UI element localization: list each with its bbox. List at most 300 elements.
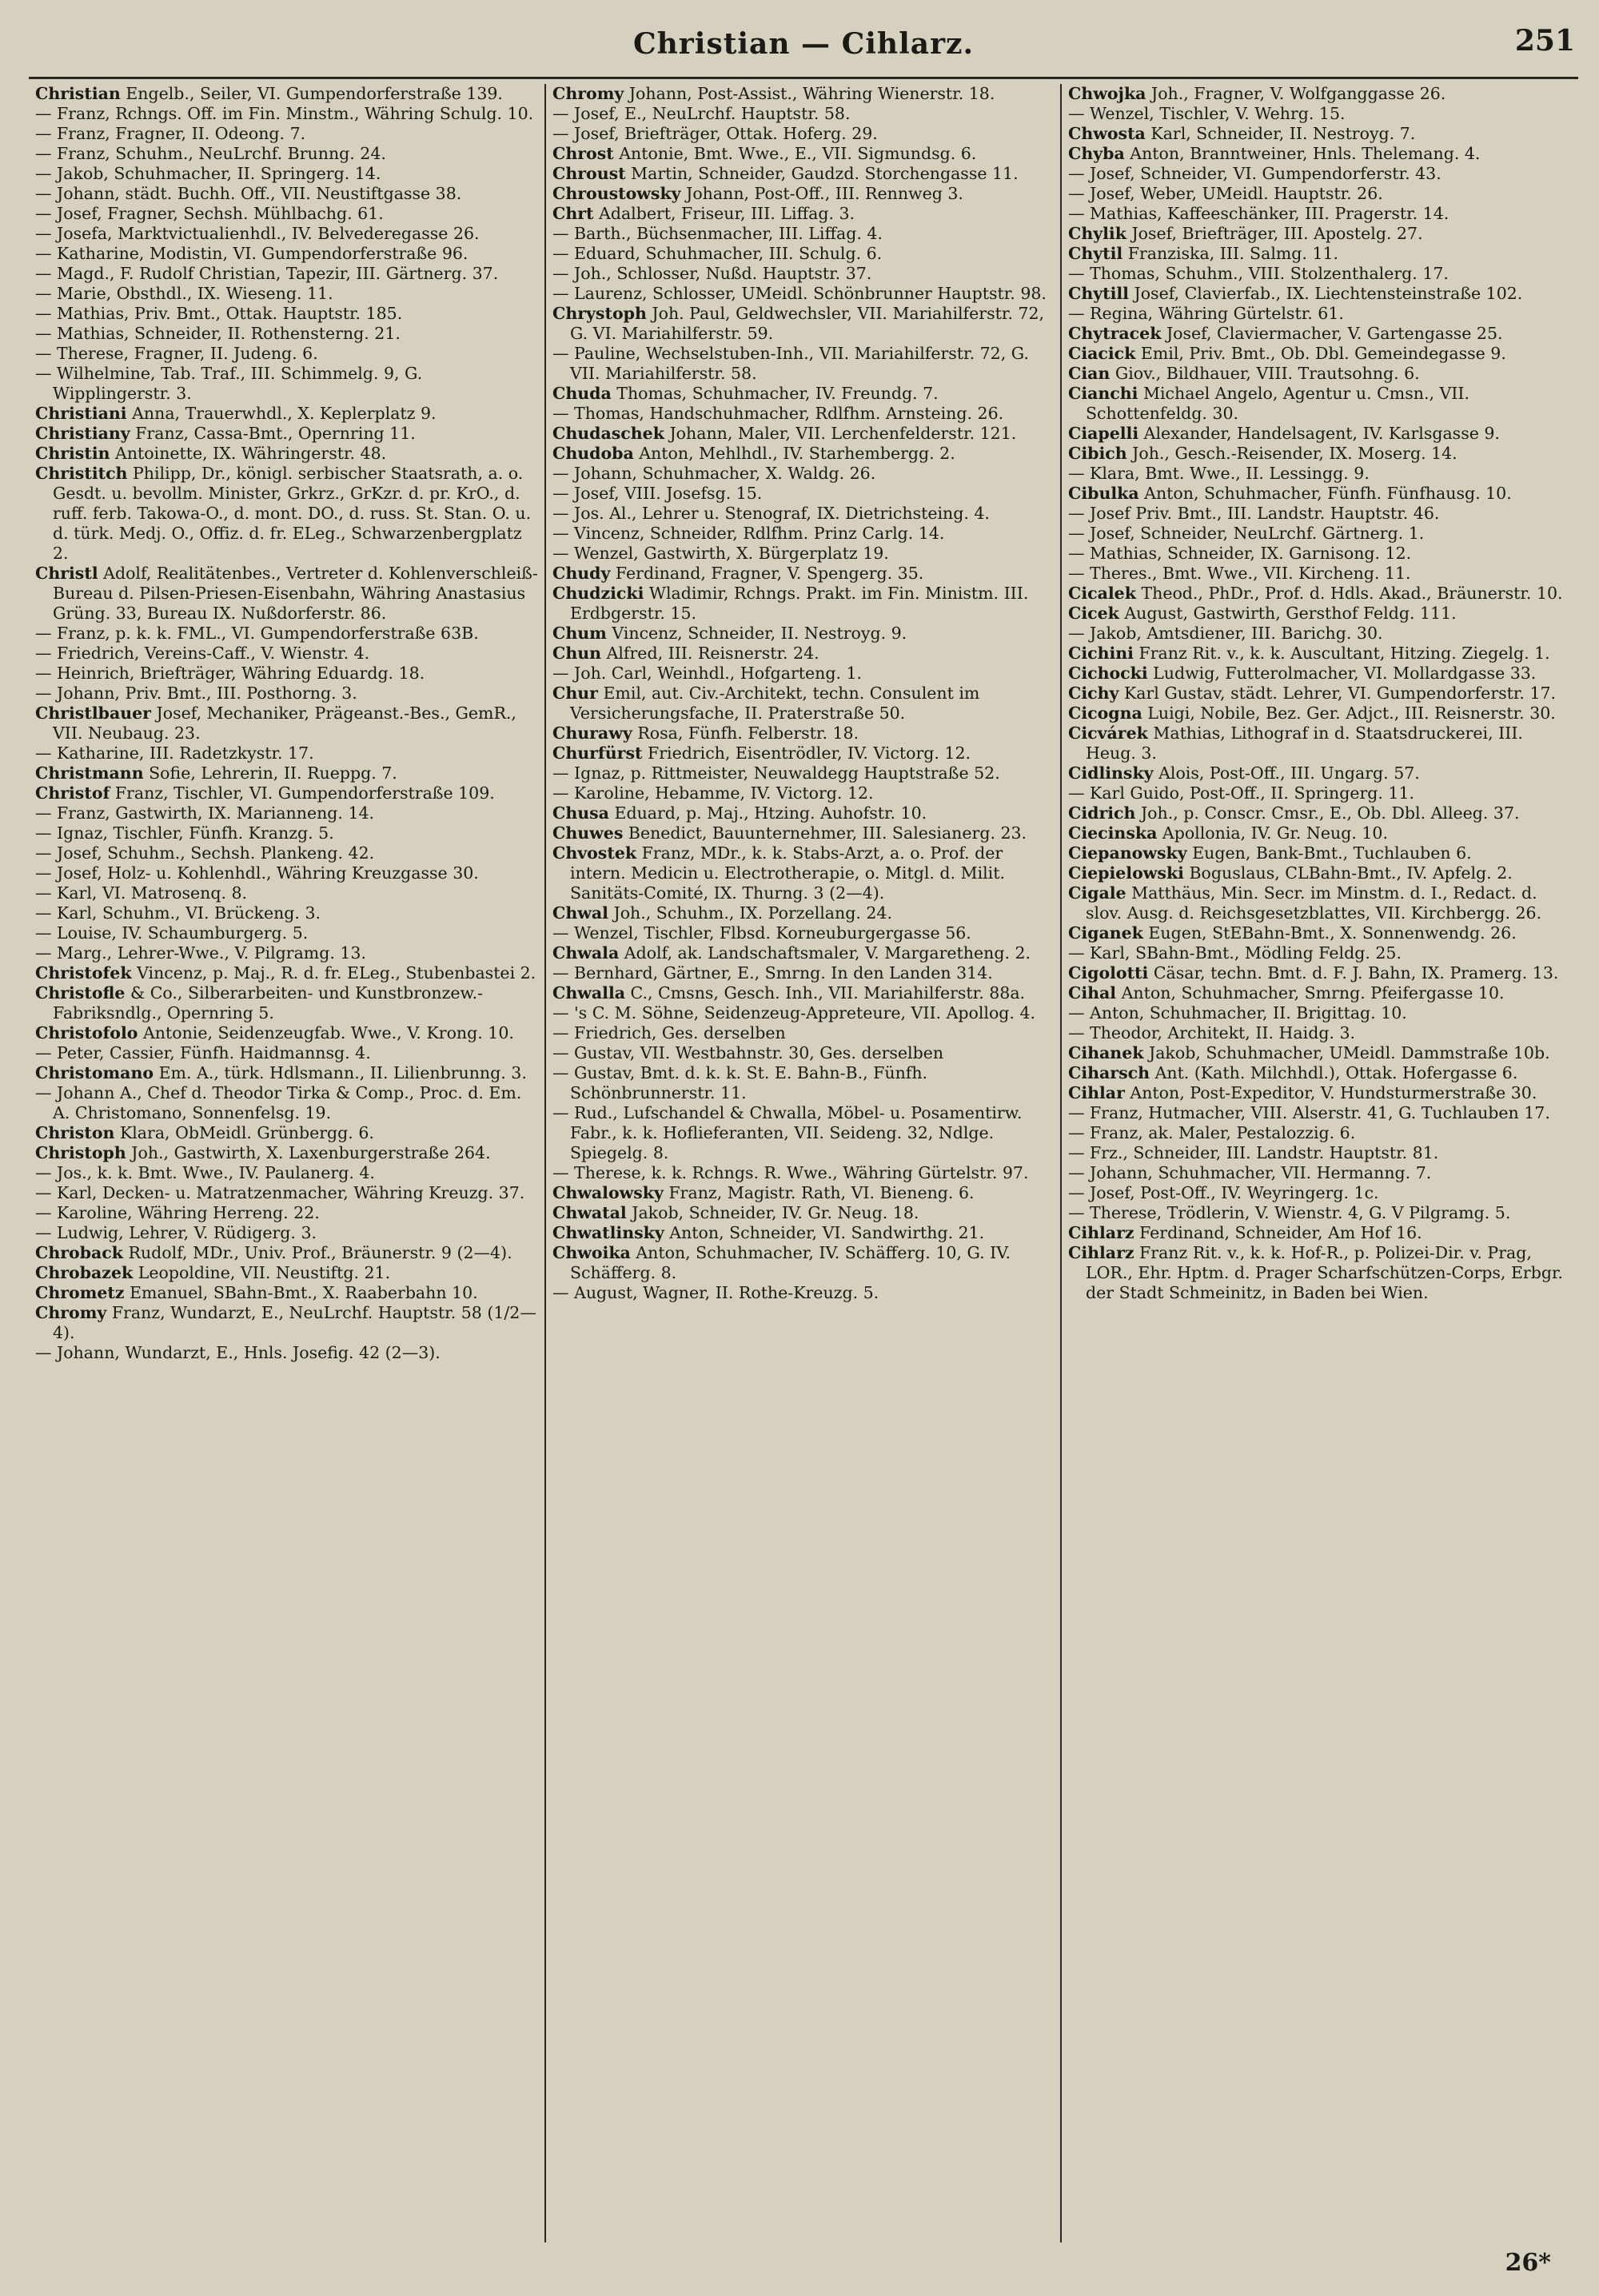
directory-entry <box>35 1083 538 1123</box>
directory-entry <box>35 1283 538 1303</box>
entry-surname: Chvostek <box>552 843 637 863</box>
entry-surname: Cihal <box>1068 983 1117 1003</box>
directory-entry <box>35 1243 538 1263</box>
directory-entry <box>552 1103 1054 1163</box>
directory-entry <box>552 1023 1054 1043</box>
directory-entry <box>1068 144 1569 164</box>
entry-details: Engelb., Seiler, VI. Gumpendorferstraße 139. <box>126 84 503 103</box>
directory-entry <box>1068 544 1569 564</box>
directory-entry <box>1068 84 1569 104</box>
directory-entry <box>552 424 1054 444</box>
directory-entry <box>552 584 1054 624</box>
directory-entry <box>35 624 538 644</box>
directory-entry <box>35 1023 538 1043</box>
entry-details: — Theodor, Architekt, II. Haidg. 3. <box>1068 1023 1356 1042</box>
entry-details: Joh., Schuhm., IX. Porzellang. 24. <box>613 903 892 923</box>
entry-surname: Chylik <box>1068 224 1126 243</box>
entry-details: — Bernhard, Gärtner, E., Smrng. In den Landen 314. <box>552 963 993 983</box>
entry-details: — Ludwig, Lehrer, V. Rüdigerg. 3. <box>35 1223 317 1242</box>
entry-details: — August, Wagner, II. Rothe-Kreuzg. 5. <box>552 1283 879 1302</box>
directory-entry <box>552 1243 1054 1283</box>
directory-entry <box>1068 1003 1569 1023</box>
directory-entry <box>35 1343 538 1363</box>
entry-details: Joh., Gesch.-Reisender, IX. Moserg. 14. <box>1132 444 1457 463</box>
directory-entry <box>1068 803 1569 823</box>
entry-details: Matthäus, Min. Secr. im Minstm. d. I., Redact. d. slov. Ausg. d. Reichsgesetzblattes, VII. Kirchbergg. 26. <box>1086 883 1542 923</box>
directory-entry <box>552 144 1054 164</box>
entry-details: — Therese, k. k. Rchngs. R. Wwe., Währing Gürtelstr. 97. <box>552 1163 1029 1182</box>
entry-surname: Chromy <box>552 84 624 103</box>
entry-surname: Chwala <box>552 943 620 963</box>
entry-surname: Chroustowsky <box>552 184 681 203</box>
entry-details: Antonie, Seidenzeugfab. Wwe., V. Krong. 10. <box>142 1023 514 1042</box>
entry-details: — 's C. M. Söhne, Seidenzeug-Appreteure, VII. Apollog. 4. <box>552 1003 1036 1022</box>
directory-entry <box>35 564 538 624</box>
entry-details: Klara, ObMeidl. Grünbergg. 6. <box>119 1123 374 1142</box>
entry-surname: Christmann <box>35 763 144 783</box>
signature-mark: 26* <box>1505 2249 1551 2277</box>
directory-entry <box>1068 644 1569 664</box>
entry-surname: Christian <box>35 84 121 103</box>
entry-surname: Churfürst <box>552 743 643 763</box>
entry-details: — Peter, Cassier, Fünfh. Haidmannsg. 4. <box>35 1043 371 1062</box>
directory-entry <box>552 444 1054 464</box>
entry-details: — Theres., Bmt. Wwe., VII. Kircheng. 11. <box>1068 564 1411 583</box>
directory-entry <box>552 344 1054 384</box>
entry-details: — Josef, VIII. Josefsg. 15. <box>552 484 763 503</box>
directory-columns <box>29 84 1578 2242</box>
entry-details: C., Cmsns, Gesch. Inh., VII. Mariahilferstr. 88a. <box>630 983 1026 1003</box>
entry-surname: Cihlarz <box>1068 1243 1134 1262</box>
directory-entry <box>552 763 1054 783</box>
directory-entry <box>1068 1063 1569 1083</box>
entry-details: — Ignaz, Tischler, Fünfh. Kranzg. 5. <box>35 823 334 843</box>
entry-details: Johann, Post-Off., III. Rennweg 3. <box>686 184 963 203</box>
directory-entry <box>1068 604 1569 624</box>
directory-entry <box>1068 1023 1569 1043</box>
entry-details: Giov., Bildhauer, VIII. Trautsohng. 6. <box>1115 364 1420 383</box>
directory-entry <box>35 1123 538 1143</box>
directory-entry <box>1068 1103 1569 1123</box>
directory-entry <box>552 983 1054 1003</box>
directory-entry <box>35 344 538 364</box>
entry-details: Alexander, Handelsagent, IV. Karlsgasse 9. <box>1143 424 1500 443</box>
directory-entry <box>552 264 1054 284</box>
entry-details: Benedict, Bauunternehmer, III. Salesianerg. 23. <box>628 823 1027 843</box>
directory-entry <box>35 923 538 943</box>
entry-details: — Jos., k. k. Bmt. Wwe., IV. Paulanerg. 4. <box>35 1163 375 1182</box>
entry-details: Rudolf, MDr., Univ. Prof., Bräunerstr. 9 (2—4). <box>128 1243 512 1262</box>
directory-entry <box>1068 923 1569 943</box>
entry-details: Anton, Schuhmacher, Fünfh. Fünfhausg. 10. <box>1144 484 1512 503</box>
directory-column-1 <box>29 84 544 2242</box>
directory-entry <box>35 324 538 344</box>
entry-surname: Chwojka <box>1068 84 1146 103</box>
directory-entry <box>35 1043 538 1063</box>
entry-details: — Josef, Post-Off., IV. Weyringerg. 1c. <box>1068 1183 1379 1202</box>
directory-entry <box>552 404 1054 424</box>
directory-entry <box>1068 943 1569 963</box>
entry-details: Antonie, Bmt. Wwe., E., VII. Sigmundsg. 6. <box>619 144 977 163</box>
entry-details: Alois, Post-Off., III. Ungarg. 57. <box>1158 763 1420 783</box>
entry-details: Theod., PhDr., Prof. d. Hdls. Akad., Bräunerstr. 10. <box>1141 584 1563 603</box>
entry-surname: Christomano <box>35 1063 154 1082</box>
entry-surname: Cianchi <box>1068 384 1138 403</box>
directory-entry <box>552 504 1054 524</box>
directory-entry <box>35 184 538 204</box>
directory-entry <box>1068 983 1569 1003</box>
directory-entry <box>35 404 538 424</box>
directory-entry <box>35 1303 538 1343</box>
directory-entry <box>552 104 1054 124</box>
entry-surname: Christofle <box>35 983 126 1003</box>
entry-surname: Ciepanowsky <box>1068 843 1187 863</box>
entry-details: August, Gastwirth, Gersthof Feldg. 111. <box>1124 604 1457 623</box>
entry-details: — Frz., Schneider, III. Landstr. Hauptstr. 81. <box>1068 1143 1439 1162</box>
entry-surname: Chwoika <box>552 1243 631 1262</box>
entry-surname: Chwatal <box>552 1203 627 1222</box>
directory-entry <box>35 464 538 564</box>
entry-details: Josef, Claviermacher, V. Gartengasse 25. <box>1166 324 1503 343</box>
entry-surname: Chwalla <box>552 983 626 1003</box>
directory-entry <box>552 284 1054 304</box>
directory-entry <box>1068 664 1569 684</box>
directory-entry <box>1068 1223 1569 1243</box>
entry-details: — Eduard, Schuhmacher, III. Schulg. 6. <box>552 244 883 263</box>
entry-details: — Karoline, Währing Herreng. 22. <box>35 1203 320 1222</box>
entry-surname: Chytracek <box>1068 324 1162 343</box>
entry-details: — Johann A., Chef d. Theodor Tirka & Comp., Proc. d. Em. A. Christomano, Sonnenfelsg. 19. <box>35 1083 522 1122</box>
directory-entry <box>35 1163 538 1183</box>
directory-entry <box>35 664 538 684</box>
running-head: Christian — Cihlarz. <box>632 27 975 61</box>
entry-surname: Chrobazek <box>35 1263 134 1282</box>
directory-entry <box>35 304 538 324</box>
directory-entry <box>35 644 538 664</box>
directory-entry <box>552 204 1054 224</box>
directory-entry <box>1068 204 1569 224</box>
directory-entry <box>35 364 538 404</box>
directory-entry <box>552 943 1054 963</box>
directory-entry <box>35 144 538 164</box>
entry-details: — Joh., Schlosser, Nußd. Hauptstr. 37. <box>552 264 872 283</box>
directory-entry <box>35 983 538 1023</box>
directory-entry <box>552 903 1054 923</box>
entry-surname: Chuwes <box>552 823 624 843</box>
entry-details: Franz Rit. v., k. k. Hof-R., p. Polizei-Dir. v. Prag, LOR., Ehr. Hptm. d. Prager Scharfschützen-Corps, Erbgr. der Stadt Schmeinitz, in Baden bei Wien. <box>1086 1243 1564 1302</box>
entry-details: — Barth., Büchsenmacher, III. Liffag. 4. <box>552 224 883 243</box>
entry-details: Philipp, Dr., königl. serbischer Staatsrath, a. o. Gesdt. u. bevollm. Minister, Grkrz., GrKzr. d. pr. KrO., d. ruff. ferb. Takowa-O., d. mont. DO., d. russ. St. Stan. O. u. d. türk. Medj. O., Offiz. d. fr. ELeg., Schwarzenbergplatz 2. <box>53 464 532 563</box>
directory-entry <box>35 284 538 304</box>
entry-surname: Ciecinska <box>1068 823 1158 843</box>
directory-entry <box>1068 484 1569 504</box>
entry-details: — Franz, ak. Maler, Pestalozzig. 6. <box>1068 1123 1356 1142</box>
entry-details: — Karl, Schuhm., VI. Brückeng. 3. <box>35 903 321 923</box>
entry-surname: Ciepielowski <box>1068 863 1184 883</box>
directory-entry <box>552 124 1054 144</box>
entry-details: Franz, Tischler, VI. Gumpendorferstraße 109. <box>114 783 495 803</box>
entry-surname: Cigolotti <box>1068 963 1149 983</box>
entry-details: Martin, Schneider, Gaudzd. Storchengasse 11. <box>631 164 1019 183</box>
directory-entry <box>1068 464 1569 484</box>
entry-details: — Franz, Schuhm., NeuLrchf. Brunng. 24. <box>35 144 386 163</box>
entry-details: — Pauline, Wechselstuben-Inh., VII. Mariahilferstr. 72, G. VII. Mariahilferstr. 58. <box>552 344 1029 383</box>
entry-surname: Cihlar <box>1068 1083 1125 1102</box>
entry-details: — Thomas, Schuhm., VIII. Stolzenthalerg. 17. <box>1068 264 1449 283</box>
entry-details: Ferdinand, Fragner, V. Spengerg. 35. <box>615 564 924 583</box>
directory-entry <box>1068 863 1569 883</box>
directory-entry <box>35 264 538 284</box>
entry-details: — Gustav, Bmt. d. k. k. St. E. Bahn-B., Fünfh. Schönbrunnerstr. 11. <box>552 1063 928 1102</box>
directory-entry <box>35 903 538 923</box>
entry-details: — Franz, Fragner, II. Odeong. 7. <box>35 124 306 143</box>
entry-surname: Chudoba <box>552 444 634 463</box>
directory-entry <box>552 723 1054 743</box>
entry-details: — Friedrich, Vereins-Caff., V. Wienstr. 4. <box>35 644 370 663</box>
directory-entry <box>35 224 538 244</box>
directory-entry <box>552 484 1054 504</box>
directory-entry <box>1068 624 1569 644</box>
directory-entry <box>35 1183 538 1203</box>
entry-surname: Cicek <box>1068 604 1119 623</box>
directory-entry <box>1068 104 1569 124</box>
directory-entry <box>1068 444 1569 464</box>
directory-entry <box>1068 324 1569 344</box>
directory-entry <box>1068 1123 1569 1143</box>
entry-details: — Johann, Schuhmacher, X. Waldg. 26. <box>552 464 876 483</box>
directory-entry <box>552 164 1054 184</box>
entry-details: — Marg., Lehrer-Wwe., V. Pilgramg. 13. <box>35 943 366 963</box>
directory-entry <box>552 823 1054 843</box>
entry-surname: Christon <box>35 1123 115 1142</box>
entry-details: — Karl, VI. Matrosenq. 8. <box>35 883 248 903</box>
directory-entry <box>1068 684 1569 704</box>
entry-details: Ant. (Kath. Milchhdl.), Ottak. Hofergasse 6. <box>1154 1063 1518 1082</box>
entry-surname: Cichocki <box>1068 664 1148 683</box>
entry-details: — Thomas, Handschuhmacher, Rdlfhm. Arnsteing. 26. <box>552 404 1004 423</box>
entry-details: Jakob, Schneider, IV. Gr. Neug. 18. <box>632 1203 919 1222</box>
entry-surname: Christitch <box>35 464 128 483</box>
directory-entry <box>552 783 1054 803</box>
entry-details: — Karl, SBahn-Bmt., Mödling Feldg. 25. <box>1068 943 1402 963</box>
entry-details: — Jakob, Schuhmacher, II. Springerg. 14. <box>35 164 381 183</box>
entry-details: Franz, Magistr. Rath, VI. Bieneng. 6. <box>668 1183 975 1202</box>
directory-entry <box>1068 564 1569 584</box>
entry-details: — Friedrich, Ges. derselben <box>552 1023 786 1042</box>
entry-details: — Josef, E., NeuLrchf. Hauptstr. 58. <box>552 104 851 123</box>
directory-entry <box>1068 504 1569 524</box>
entry-surname: Cigale <box>1068 883 1126 903</box>
entry-details: — Rud., Lufschandel & Chwalla, Möbel- u. Posamentirw. Fabr., k. k. Hoflieferanten, VII. Seideng. 32, Ndlge. Spiegelg. 8. <box>552 1103 1023 1162</box>
entry-surname: Chyba <box>1068 144 1125 163</box>
entry-surname: Christin <box>35 444 110 463</box>
entry-details: Josef, Clavierfab., IX. Liechtensteinstraße 102. <box>1134 284 1523 303</box>
directory-entry <box>1068 783 1569 803</box>
entry-details: — Laurenz, Schlosser, UMeidl. Schönbrunner Hauptstr. 98. <box>552 284 1047 303</box>
entry-details: — Josef, Schneider, VI. Gumpendorferstr. 43. <box>1068 164 1441 183</box>
entry-surname: Chudzicki <box>552 584 644 603</box>
entry-details: Eduard, p. Maj., Htzing. Auhofstr. 10. <box>614 803 927 823</box>
entry-surname: Cichy <box>1068 684 1119 703</box>
directory-entry <box>1068 1143 1569 1163</box>
directory-entry <box>35 244 538 264</box>
entry-surname: Ciapelli <box>1068 424 1139 443</box>
entry-details: Antoinette, IX. Währingerstr. 48. <box>115 444 387 463</box>
directory-entry <box>35 823 538 843</box>
entry-details: Franz, MDr., k. k. Stabs-Arzt, a. o. Prof. der intern. Medicin u. Electrotherapie, o. Mitgl. d. Milit. Sanitäts-Comité, IX. Thurng. 3 (2—4). <box>570 843 1005 903</box>
entry-surname: Chudy <box>552 564 611 583</box>
entry-surname: Chytil <box>1068 244 1123 263</box>
entry-surname: Chwatlinsky <box>552 1223 664 1242</box>
entry-details: — Anton, Schuhmacher, II. Brigittag. 10. <box>1068 1003 1407 1022</box>
entry-surname: Christofek <box>35 963 132 983</box>
directory-entry <box>552 1183 1054 1203</box>
entry-details: — Franz, Hutmacher, VIII. Alserstr. 41, G. Tuchlauben 17. <box>1068 1103 1550 1122</box>
entry-details: — Joh. Carl, Weinhdl., Hofgarteng. 1. <box>552 664 863 683</box>
directory-entry <box>552 1043 1054 1063</box>
directory-entry <box>552 84 1054 104</box>
entry-surname: Chwal <box>552 903 608 923</box>
entry-details: — Louise, IV. Schaumburgerg. 5. <box>35 923 309 943</box>
directory-entry <box>552 1203 1054 1223</box>
entry-details: — Johann, Wundarzt, E., Hnls. Josefig. 42 (2—3). <box>35 1343 441 1362</box>
entry-surname: Chroust <box>552 164 626 183</box>
entry-details: — Franz, p. k. k. FML., VI. Gumpendorferstraße 63B. <box>35 624 479 643</box>
entry-surname: Chur <box>552 684 598 703</box>
entry-surname: Chwosta <box>1068 124 1146 143</box>
entry-details: Adalbert, Friseur, III. Liffag. 3. <box>599 204 855 223</box>
entry-details: Leopoldine, VII. Neustiftg. 21. <box>138 1263 391 1282</box>
directory-entry <box>35 124 538 144</box>
entry-details: — Marie, Obsthdl., IX. Wieseng. 11. <box>35 284 333 303</box>
entry-details: — Jakob, Amtsdiener, III. Barichg. 30. <box>1068 624 1383 643</box>
entry-surname: Cidlinsky <box>1068 763 1154 783</box>
entry-details: Eugen, Bank-Bmt., Tuchlauben 6. <box>1192 843 1472 863</box>
entry-details: Cäsar, techn. Bmt. d. F. J. Bahn, IX. Pramerg. 13. <box>1153 963 1559 983</box>
directory-entry <box>35 783 538 803</box>
directory-entry <box>35 204 538 224</box>
directory-entry <box>35 883 538 903</box>
directory-entry <box>35 104 538 124</box>
entry-details: — Josef, Weber, UMeidl. Hauptstr. 26. <box>1068 184 1383 203</box>
entry-details: — Mathias, Schneider, II. Rothensterng. 21. <box>35 324 401 343</box>
directory-entry <box>1068 264 1569 284</box>
directory-entry <box>1068 304 1569 324</box>
entry-details: — Josef, Schuhm., Sechsh. Plankeng. 42. <box>35 843 375 863</box>
entry-details: Emil, Priv. Bmt., Ob. Dbl. Gemeindegasse 9. <box>1140 344 1506 363</box>
entry-details: — Magd., F. Rudolf Christian, Tapezir, III. Gärtnerg. 37. <box>35 264 499 283</box>
entry-details: Joh., Fragner, V. Wolfganggasse 26. <box>1150 84 1446 103</box>
entry-details: Josef, Mechaniker, Prägeanst.-Bes., GemR., VII. Neubaug. 23. <box>53 704 516 743</box>
directory-entry <box>552 224 1054 244</box>
directory-entry <box>1068 1163 1569 1183</box>
entry-details: — Wenzel, Gastwirth, X. Bürgerplatz 19. <box>552 544 889 563</box>
entry-details: Thomas, Schuhmacher, IV. Freundg. 7. <box>616 384 939 403</box>
directory-entry <box>35 943 538 963</box>
entry-details: Boguslaus, CLBahn-Bmt., IV. Apfelg. 2. <box>1189 863 1513 883</box>
entry-details: Mathias, Lithograf in d. Staatsdruckerei, III. Heug. 3. <box>1086 723 1523 763</box>
entry-details: — Mathias, Kaffeeschänker, III. Pragerstr. 14. <box>1068 204 1449 223</box>
entry-surname: Ciacick <box>1068 344 1136 363</box>
entry-surname: Chudaschek <box>552 424 664 443</box>
directory-entry <box>35 164 538 184</box>
entry-details: — Klara, Bmt. Wwe., II. Lessingg. 9. <box>1068 464 1370 483</box>
directory-entry <box>35 743 538 763</box>
directory-entry <box>552 524 1054 544</box>
directory-entry <box>1068 823 1569 843</box>
entry-surname: Chusa <box>552 803 609 823</box>
directory-entry <box>35 684 538 704</box>
entry-surname: Ciharsch <box>1068 1063 1150 1082</box>
entry-surname: Chrystoph <box>552 304 647 323</box>
directory-entry <box>35 704 538 743</box>
directory-entry <box>552 1163 1054 1183</box>
directory-entry <box>1068 1183 1569 1203</box>
entry-details: — Therese, Trödlerin, V. Wienstr. 4, G. V Pilgramg. 5. <box>1068 1203 1511 1222</box>
entry-details: Ludwig, Futterolmacher, VI. Mollardgasse 33. <box>1153 664 1537 683</box>
directory-entry <box>552 384 1054 404</box>
entry-surname: Cibich <box>1068 444 1127 463</box>
entry-details: & Co., Silberarbeiten- und Kunstbronzew.-Fabriksndlg., Opernring 5. <box>53 983 484 1022</box>
entry-details: Ferdinand, Schneider, Am Hof 16. <box>1139 1223 1422 1242</box>
entry-details: Franziska, III. Salmg. 11. <box>1127 244 1339 263</box>
entry-surname: Christiany <box>35 424 130 443</box>
entry-details: — Jos. Al., Lehrer u. Stenograf, IX. Dietrichsteing. 4. <box>552 504 990 523</box>
directory-entry <box>552 1003 1054 1023</box>
entry-surname: Christoph <box>35 1143 126 1162</box>
directory-entry <box>35 803 538 823</box>
entry-details: — Josef Priv. Bmt., III. Landstr. Hauptstr. 46. <box>1068 504 1440 523</box>
directory-entry <box>552 564 1054 584</box>
entry-details: Johann, Post-Assist., Währing Wienerstr. 18. <box>628 84 995 103</box>
entry-details: — Johann, städt. Buchh. Off., VII. Neustiftgasse 38. <box>35 184 462 203</box>
entry-details: Franz, Wundarzt, E., NeuLrchf. Hauptstr. 58 (1/2—4). <box>53 1303 536 1342</box>
directory-entry <box>552 684 1054 723</box>
entry-details: Johann, Maler, VII. Lerchenfelderstr. 121. <box>669 424 1017 443</box>
entry-surname: Christofolo <box>35 1023 138 1042</box>
entry-details: Adolf, ak. Landschaftsmaler, V. Margaretheng. 2. <box>624 943 1031 963</box>
entry-details: — Wilhelmine, Tab. Traf., III. Schimmelg. 9, G. Wipplingerstr. 3. <box>35 364 423 403</box>
directory-entry <box>1068 384 1569 424</box>
entry-details: Michael Angelo, Agentur u. Cmsn., VII. Schottenfeldg. 30. <box>1086 384 1470 423</box>
entry-surname: Chroback <box>35 1243 123 1262</box>
directory-entry <box>35 424 538 444</box>
entry-details: Wladimir, Rchngs. Prakt. im Fin. Ministm. III. Erdbgerstr. 15. <box>570 584 1029 623</box>
entry-surname: Chum <box>552 624 607 643</box>
entry-surname: Christiani <box>35 404 127 423</box>
entry-details: — Mathias, Priv. Bmt., Ottak. Hauptstr. 185. <box>35 304 403 323</box>
directory-entry <box>1068 524 1569 544</box>
entry-details: — Josef, Briefträger, Ottak. Hoferg. 29. <box>552 124 878 143</box>
entry-details: — Regina, Währing Gürtelstr. 61. <box>1068 304 1344 323</box>
entry-details: Adolf, Realitätenbes., Vertreter d. Kohlenverschleiß-Bureau d. Pilsen-Priesen-Eisenbahn, Währing Anastasius Grüng. 33, Bureau IX. Nußdorferstr. 86. <box>53 564 538 623</box>
entry-details: — Gustav, VII. Westbahnstr. 30, Ges. derselben <box>552 1043 944 1062</box>
directory-entry <box>1068 584 1569 604</box>
entry-details: Karl Gustav, städt. Lehrer, VI. Gumpendorferstr. 17. <box>1123 684 1557 703</box>
entry-details: Anton, Schneider, VI. Sandwirthg. 21. <box>669 1223 985 1242</box>
directory-entry <box>552 464 1054 484</box>
entry-details: — Ignaz, p. Rittmeister, Neuwaldegg Hauptstraße 52. <box>552 763 1000 783</box>
directory-entry <box>552 624 1054 644</box>
entry-details: — Josef, Fragner, Sechsh. Mühlbachg. 61. <box>35 204 384 223</box>
entry-details: — Josef, Holz- u. Kohlenhdl., Währing Kreuzgasse 30. <box>35 863 479 883</box>
directory-entry <box>1068 224 1569 244</box>
directory-column-3 <box>1060 84 1576 2242</box>
entry-details: — Vincenz, Schneider, Rdlfhm. Prinz Carlg. 14. <box>552 524 945 543</box>
directory-entry <box>552 843 1054 903</box>
entry-surname: Chytill <box>1068 284 1129 303</box>
entry-surname: Chrt <box>552 204 594 223</box>
